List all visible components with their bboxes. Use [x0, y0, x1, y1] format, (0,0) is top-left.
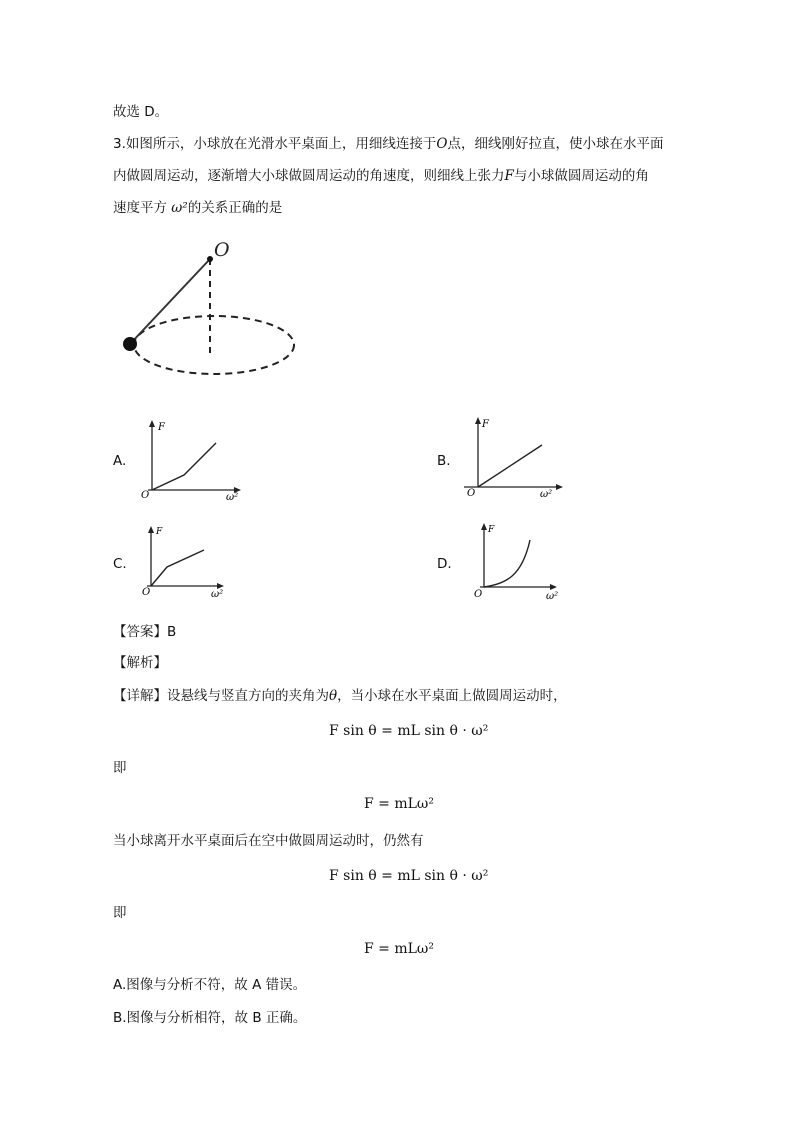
graph-line: [478, 445, 542, 487]
question-text: 的关系正确的是: [187, 200, 283, 216]
force-symbol: F: [504, 168, 514, 184]
y-axis-label: F: [488, 525, 495, 535]
ball: [123, 337, 137, 351]
conclusion-a: A.图像与分析不符，故 A 错误。: [113, 977, 307, 993]
answer-line: [113, 622, 176, 642]
x-axis-label: ω²: [211, 589, 224, 600]
y-axis-arrow-icon: [481, 523, 487, 530]
answer-tag: 【答案】: [113, 624, 167, 640]
y-axis-label: F: [158, 422, 165, 433]
origin-label: O: [141, 490, 150, 500]
string: [130, 259, 210, 344]
option-b-graph: [460, 415, 570, 500]
paragraph-2: 当小球离开水平桌面后在空中做圆周运动时，仍然有: [113, 833, 424, 849]
question-line-1: [113, 134, 663, 154]
option-letter: B.: [437, 453, 451, 469]
point-o-label: O: [436, 136, 448, 152]
option-letter: D.: [437, 556, 452, 572]
answer-value: B: [167, 624, 177, 640]
detail-text: 设悬线与竖直方向的夹角为: [167, 688, 329, 704]
origin-label: O: [474, 589, 483, 600]
y-axis-arrow-icon: [475, 417, 481, 424]
previous-answer: 故选 D。: [113, 104, 169, 120]
x-axis-label: ω²: [546, 591, 559, 602]
origin-label: O: [467, 488, 476, 499]
question-text: 与小球做圆周运动的角: [513, 168, 649, 184]
y-axis-label: F: [482, 419, 489, 430]
graph-curve: [151, 550, 204, 586]
option-letter: A.: [113, 453, 127, 469]
option-d-graph: [466, 520, 566, 604]
equation-3: F sin θ = mL sin θ · ω²: [329, 868, 489, 884]
question-text: 速度平方: [113, 200, 167, 216]
option-a-graph: [138, 418, 248, 500]
equation-2: F = mLω²: [364, 796, 434, 812]
conclusion-b: B.图像与分析相符，故 B 正确。: [113, 1010, 307, 1026]
x-axis-arrow-icon: [556, 484, 563, 490]
question-line-2: [113, 166, 649, 186]
pivot-label: O: [214, 239, 230, 261]
equation-1: F sin θ = mL sin θ · ω²: [329, 723, 489, 739]
option-c-graph: [137, 523, 237, 603]
question-text: 3.如图所示，小球放在光滑水平桌面上，用细线连接于: [113, 136, 437, 152]
pivot-point: [207, 256, 213, 262]
ji-label: 即: [113, 760, 127, 776]
analysis-tag: 【解析】: [113, 655, 167, 671]
circular-path: [134, 316, 294, 374]
y-axis-arrow-icon: [149, 420, 155, 427]
x-axis-arrow-icon: [550, 584, 557, 590]
omega-squared-symbol: ω²: [171, 200, 188, 216]
origin-label: O: [142, 587, 151, 598]
question-line-3: [113, 198, 282, 218]
pendulum-figure: [112, 232, 312, 382]
option-letter: C.: [113, 556, 127, 572]
detail-line: [113, 686, 567, 706]
x-axis-label: ω²: [226, 492, 239, 500]
detail-tag: 【详解】: [113, 688, 167, 704]
x-axis-label: ω²: [540, 489, 553, 500]
question-text: 点，细线刚好拉直，使小球在水平面: [447, 136, 664, 152]
detail-text: ，当小球在水平桌面上做圆周运动时，: [337, 688, 567, 704]
equation-4: F = mLω²: [364, 941, 434, 957]
question-text: 内做圆周运动，逐渐增大小球做圆周运动的角速度，则细线上张力: [113, 168, 505, 184]
theta-symbol: θ: [329, 688, 338, 704]
graph-curve: [484, 540, 530, 587]
y-axis-arrow-icon: [148, 526, 154, 533]
graph-curve: [152, 443, 216, 490]
y-axis-label: F: [156, 527, 163, 537]
ji-label: 即: [113, 905, 127, 921]
